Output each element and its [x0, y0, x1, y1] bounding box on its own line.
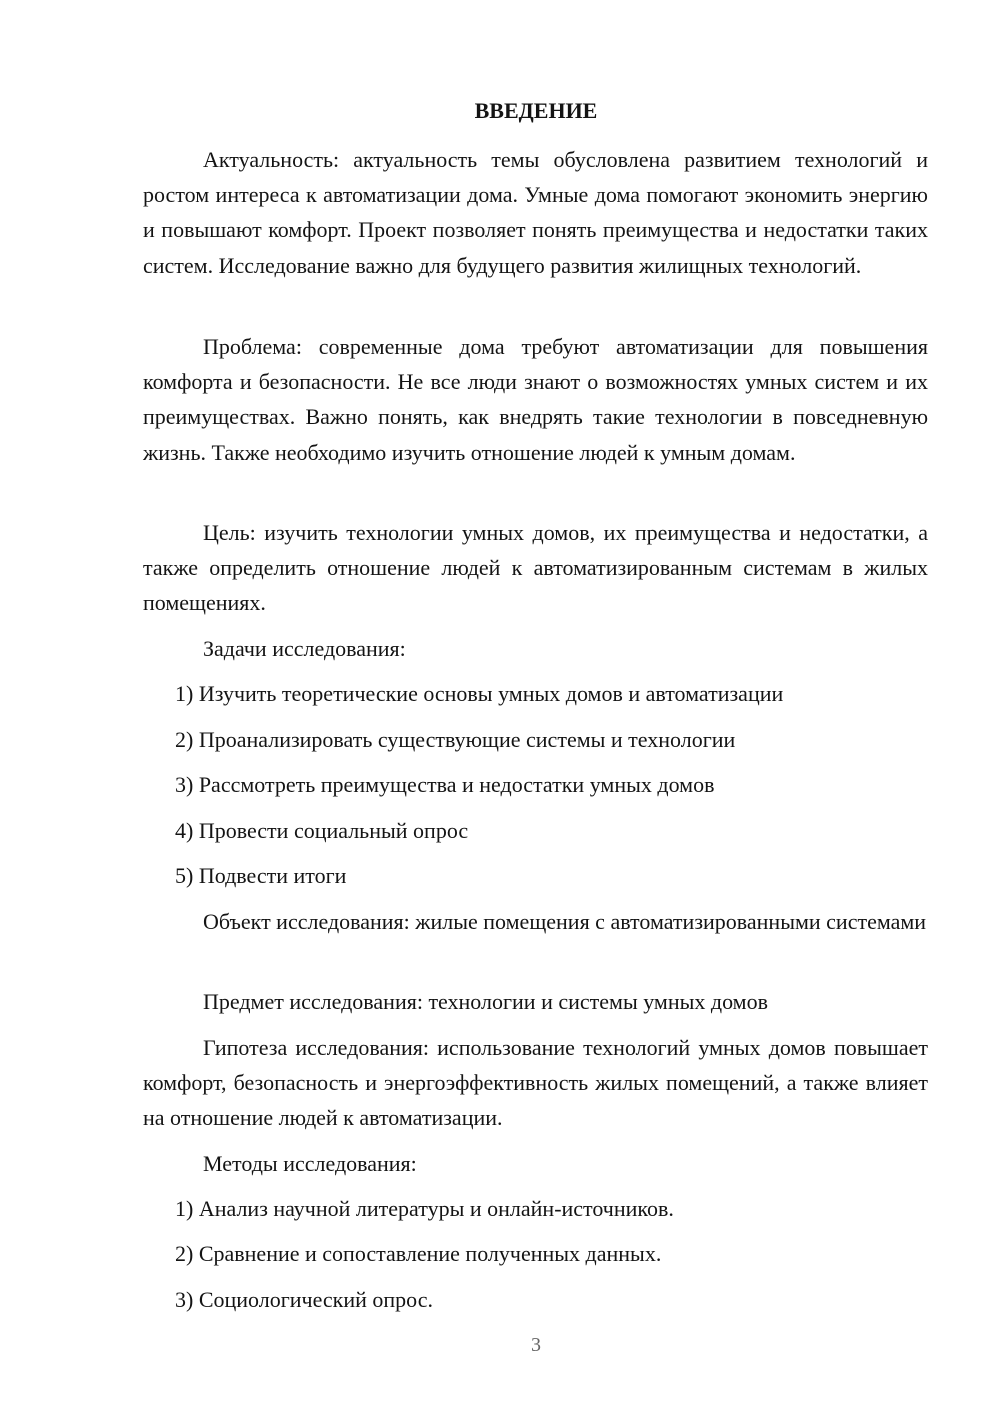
methods-heading: Методы исследования: [203, 1151, 417, 1176]
method-item: 1) Анализ научной литературы и онлайн-источников. [175, 1196, 674, 1221]
section-title: ВВЕДЕНИЕ [474, 98, 598, 123]
method-item: 2) Сравнение и сопоставление полученных данных. [175, 1241, 662, 1266]
task-item: 3) Рассмотреть преимущества и недостатки умных домов [175, 772, 715, 797]
subject-paragraph: Предмет исследования: технологии и системы умных домов [203, 989, 768, 1014]
task-item: 1) Изучить теоретические основы умных домов и автоматизации [175, 681, 784, 706]
hypothesis-paragraph: Гипотеза исследования: использование технологий умных домов повышает комфорт, безопасность и энергоэффективность жилых помещений, а также влияет на отношение людей к автоматизации. [143, 1035, 928, 1131]
page-number: 3 [531, 1334, 541, 1356]
problem-paragraph: Проблема: современные дома требуют автоматизации для повышения комфорта и безопасности. Не все люди знают о возможностях умных систем и их преимуществах. Важно понять, как внедрять такие технологии в повседневную жизнь. Также необходимо изучить отношение людей к умным домам. [143, 334, 928, 465]
task-item: 2) Проанализировать существующие системы и технологии [175, 727, 736, 752]
task-item: 5) Подвести итоги [175, 863, 347, 888]
tasks-heading: Задачи исследования: [203, 636, 406, 661]
relevance-paragraph: Актуальность: актуальность темы обусловлена развитием технологий и ростом интереса к автоматизации дома. Умные дома помогают экономить энергию и повышают комфорт. Проект позволяет понять преимущества и недостатки таких систем. Исследование важно для будущего развития жилищных технологий. [143, 147, 928, 278]
task-item: 4) Провести социальный опрос [175, 818, 469, 843]
goal-paragraph: Цель: изучить технологии умных домов, их преимущества и недостатки, а также определить отношение людей к автоматизированным системам в жилых помещениях. [143, 520, 928, 616]
object-paragraph: Объект исследования: жилые помещения с автоматизированными системами [203, 909, 927, 934]
method-item: 3) Социологический опрос. [175, 1287, 433, 1312]
